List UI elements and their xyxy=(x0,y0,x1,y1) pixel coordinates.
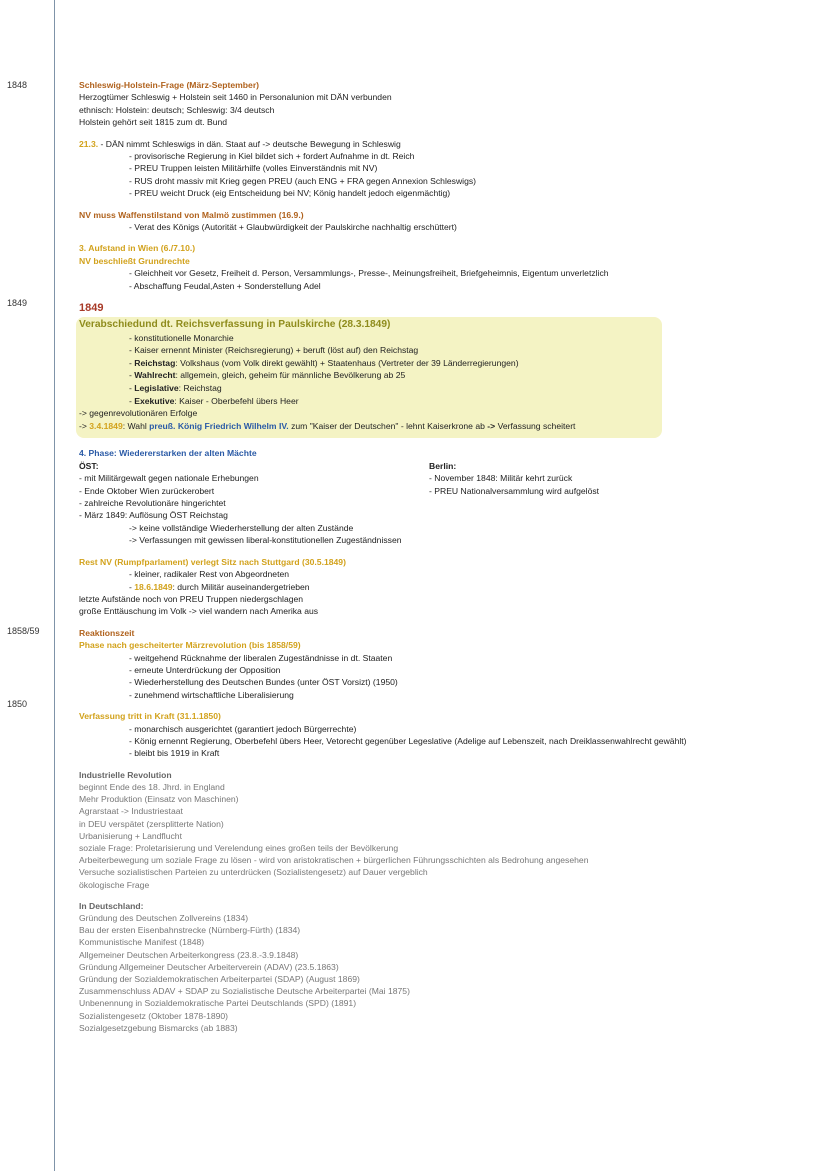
phase4-berlin xyxy=(429,460,729,547)
deu-line: Kommunistische Manifest (1848) xyxy=(79,937,205,948)
rumpf-point: - kleiner, radikaler Rest von Abgeordneten xyxy=(129,569,290,580)
indrev-line: Mehr Produktion (Einsatz von Maschinen) xyxy=(79,794,239,805)
rumpf-title: Rest NV (Rumpfparlament) verlegt Sitz nach Stuttgard (30.5.1849) xyxy=(79,556,346,567)
reaktion-point: - Wiederherstellung des Deutschen Bundes (unter ÖST Vorsizt) (1950) xyxy=(129,677,398,688)
reaktion-point: - zunehmend wirtschaftliche Liberalisierung xyxy=(129,689,294,700)
grundrechte-point: - Abschaffung Feudal,Asten + Sonderstellung Adel xyxy=(129,280,321,291)
reaktion-title: Reaktionszeit xyxy=(79,627,135,638)
deu-line: Sozialistengesetz (Oktober 1878-1890) xyxy=(79,1010,229,1021)
verf1850-point: - monarchisch ausgerichtet (garantiert jedoch Bürgerrechte) xyxy=(129,723,357,734)
sh-line: Herzogtümer Schleswig + Holstein seit 1460 in Personalunion mit DÄN verbunden xyxy=(79,92,392,103)
rumpf-line: große Enttäuschung im Volk -> viel wandern nach Amerika aus xyxy=(79,606,319,617)
sh-point: - PREU weicht Druck (eig Entscheidung bei NV; König handelt jedoch eigenmächtig) xyxy=(129,188,451,199)
reichsverfassung-title: Verabschiedund dt. Reichsverfassung in Paulskirche (28.3.1849) xyxy=(79,319,391,331)
rv-label: Reichstag xyxy=(134,357,176,368)
verf1850-point: - bleibt bis 1919 in Kraft xyxy=(129,748,220,759)
indrev-line: soziale Frage: Proletarisierung und Verelendung eines großen teils der Bevölkerung xyxy=(79,843,399,853)
reaktion-point: - erneute Unterdrückung der Opposition xyxy=(129,664,281,675)
deu-line: Gründung des Deutschen Zollvereins (1834) xyxy=(79,913,249,924)
deu-line: Gründung der Sozialdemokratischen Arbeiterpartei (SDAP) (August 1869) xyxy=(79,974,360,985)
berlin-head: Berlin: xyxy=(429,460,457,471)
rv-point: - Legislative: Reichstag xyxy=(129,383,222,394)
grundrechte-point: - Gleichheit vor Gesetz, Freiheit d. Person, Versammlungs-, Presse-, Meinungsfreiheit, Briefgeheimnis, Eigentum unverletzlich xyxy=(129,268,609,279)
deu-line: Unbenennung in Sozialdemokratische Partei Deutschlands (SPD) (1891) xyxy=(79,998,357,1009)
sh-point: - provisorische Regierung in Kiel bildet sich + fordert Aufnahme in dt. Reich xyxy=(129,151,415,162)
rv-date: 3.4.1849 xyxy=(89,420,123,431)
rv-point: - Wahlrecht: allgemein, gleich, geheim für männliche Bevölkerung ab 25 xyxy=(129,370,406,381)
reaktion-point: - weitgehend Rücknahme der liberalen Zugeständnisse in dt. Staaten xyxy=(129,652,393,663)
oest-point: - März 1849: Auflösung ÖST Reichstag xyxy=(79,510,228,521)
indrev-section xyxy=(79,769,814,1034)
rv-label: Legislative xyxy=(134,383,179,394)
notes-content xyxy=(79,79,814,1034)
rv-point: - Kaiser ernennt Minister (Reichsregierung) + beruft (löst auf) den Reichstag xyxy=(129,345,419,356)
verf1850-title: Verfassung tritt in Kraft (31.1.1850) xyxy=(79,711,221,722)
rv-point: - konstitutionelle Monarchie xyxy=(129,332,234,343)
malmo-title: NV muss Waffenstilstand von Malmö zustimmen (16.9.) xyxy=(79,209,304,220)
oest-sub: -> Verfassungen mit gewissen liberal-konstitutionellen Zugeständnissen xyxy=(129,535,402,546)
reichsverfassung-box xyxy=(76,317,662,438)
berlin-point: - November 1848: Militär kehrt zurück xyxy=(429,473,573,484)
deu-line: Zusammenschluss ADAV + SDAP zu Sozialistische Deutsche Arbeiterpartei (Mai 1875) xyxy=(79,986,410,997)
deu-line: Allgemeiner Deutschen Arbeiterkongress (23.8.-3.9.1848) xyxy=(79,949,299,960)
deu-line: Gründung Allgemeiner Deutscher Arbeiterverein (ADAV) (23.5.1863) xyxy=(79,961,339,972)
indrev-line: beginnt Ende des 18. Jhrd. in England xyxy=(79,781,225,792)
sh-date: 21.3. xyxy=(79,138,99,149)
rv-point: - Reichstag: Volkshaus (vom Volk direkt gewählt) + Staatenhaus (Vertreter der 39 Länderregierungen) xyxy=(129,357,519,368)
deu-line: Bau der ersten Eisenbahnstrecke (Nürnberg-Fürth) (1834) xyxy=(79,925,301,936)
rumpf-point: - 18.6.1849: durch Militär auseinandergetrieben xyxy=(129,581,310,592)
year-heading-1849: 1849 xyxy=(79,302,104,315)
wien-title: 3. Aufstand in Wien (6./7.10.) xyxy=(79,243,196,254)
deu-title: In Deutschland: xyxy=(79,900,144,911)
phase4-oest xyxy=(79,460,429,547)
sh-date-line xyxy=(79,138,814,150)
year-marker-1849: 1849 xyxy=(7,298,28,308)
rumpf-date: 18.6.1849 xyxy=(134,581,173,592)
year-marker-1848: 1848 xyxy=(7,80,28,90)
sh-date-text: - DÄN nimmt Schleswigs in dän. Staat auf -> deutsche Bewegung in Schleswig xyxy=(98,138,401,149)
indrev-line: Versuche sozialistischen Parteien zu unterdrücken (Sozialistengesetz) auf Dauer vergeblich xyxy=(79,867,428,878)
indrev-title: Industrielle Revolution xyxy=(79,769,172,780)
year-marker-1850: 1850 xyxy=(7,699,28,709)
rv-king: preuß. König Friedrich Wilhelm IV. xyxy=(149,420,289,431)
oest-point: - Ende Oktober Wien zurückerobert xyxy=(79,485,215,496)
sh-title: Schleswig-Holstein-Frage (März-September) xyxy=(79,80,260,90)
oest-point: - zahlreiche Revolutionäre hingerichtet xyxy=(79,498,226,509)
rv-label: Exekutive xyxy=(134,395,175,406)
malmo-point: - Verat des Königs (Autorität + Glaubwürdigkeit der Paulskirche nachhaltig erschüttert) xyxy=(129,222,457,233)
timeline-rule xyxy=(54,0,55,1171)
sh-point: - RUS droht massiv mit Krieg gegen PREU (auch ENG + FRA gegen Annexion Schleswigs) xyxy=(129,175,477,186)
sh-line: Holstein gehört seit 1815 zum dt. Bund xyxy=(79,117,228,128)
sh-line: ethnisch: Holstein: deutsch; Schleswig: 3/4 deutsch xyxy=(79,104,275,115)
phase4-columns xyxy=(79,460,814,547)
rv-label: Wahlrecht xyxy=(134,370,176,381)
rumpf-line: letzte Aufstände noch von PREU Truppen niedergschlagen xyxy=(79,593,304,604)
indrev-line: in DEU verspätet (zersplitterte Nation) xyxy=(79,818,224,829)
indrev-line: Urbanisierung + Landflucht xyxy=(79,830,182,841)
deu-line: Sozialgesetzgebung Bismarcks (ab 1883) xyxy=(79,1022,238,1033)
rv-conclusion: -> gegenrevolutionären Erfolge xyxy=(79,408,198,419)
oest-point: - mit Militärgewalt gegen nationale Erhebungen xyxy=(79,473,259,484)
indrev-line: ökologische Frage xyxy=(79,879,150,890)
indrev-line: Agrarstaat -> Industriestaat xyxy=(79,806,183,817)
sh-point: - PREU Truppen leisten Militärhilfe (volles Einverständnis mit NV) xyxy=(129,163,378,174)
oest-head: ÖST: xyxy=(79,460,99,471)
reaktion-subtitle: Phase nach gescheiterter Märzrevolution (bis 1858/59) xyxy=(79,640,301,651)
berlin-point: - PREU Nationalversammlung wird aufgelöst xyxy=(429,485,600,496)
phase4-title: 4. Phase: Wiedererstarken der alten Mächte xyxy=(79,448,257,459)
rv-point: - Exekutive: Kaiser - Oberbefehl übers Heer xyxy=(129,395,299,406)
rv-conclusion-kaiser: -> 3.4.1849: Wahl preuß. König Friedrich Wilhelm IV. zum "Kaiser der Deutschen" - lehnt Kaiserkrone ab -> Verfassung scheitert xyxy=(79,420,576,431)
indrev-line: Arbeiterbewegung um soziale Frage zu lösen - wird von aristokratischen + bürgerlichen Führungsschichten als Bedrohung angesehen xyxy=(79,855,589,866)
oest-sub: -> keine vollständige Wiederherstellung der alten Zustände xyxy=(129,522,354,533)
verf1850-point: - König ernennt Regierung, Oberbefehl übers Heer, Vetorecht gegenüber Legeslative (Adelige auf Lebenszeit, nach Dreiklassenwahlrecht gewählt) xyxy=(129,735,687,746)
grundrechte-title: NV beschließt Grundrechte xyxy=(79,255,190,266)
year-marker-1858: 1858/59 xyxy=(7,626,40,636)
